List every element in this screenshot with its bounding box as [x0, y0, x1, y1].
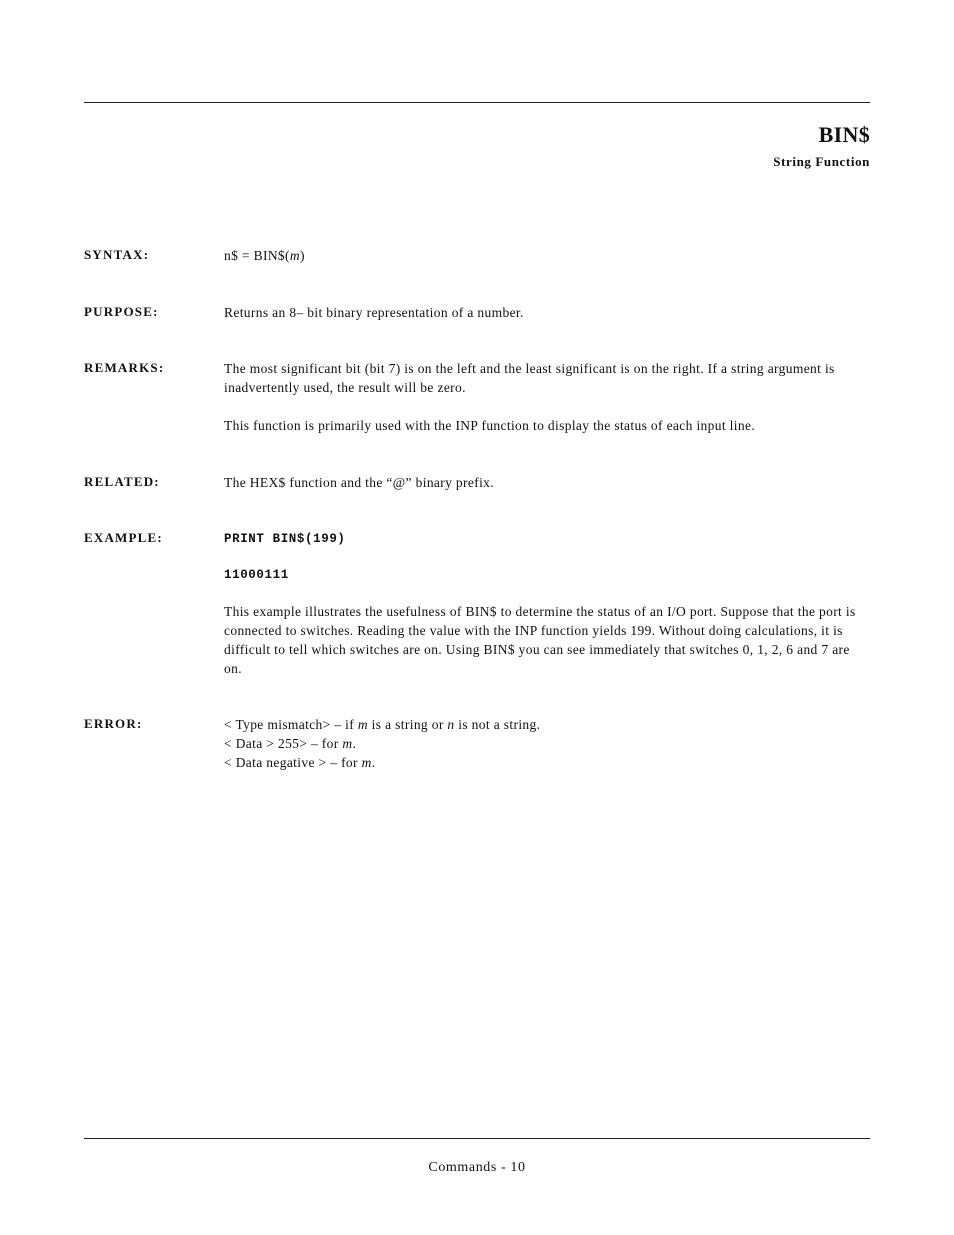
error-list — [224, 715, 870, 772]
footer-rule — [84, 1138, 870, 1139]
remarks-para-2: This function is primarily used with the INP function to display the status of each input line. — [224, 418, 756, 433]
related-label: RELATED: — [84, 474, 160, 489]
related-text: The HEX$ function and the “@” binary prefix. — [224, 475, 494, 490]
error-line-data-range: < Data > 255> – for m. — [224, 736, 357, 751]
error-line-type-mismatch: < Type mismatch> – if m is a string or n is not a string. — [224, 717, 541, 732]
example-description: This example illustrates the usefulness of BIN$ to determine the status of an I/O port. Suppose that the port is connected to switches. Reading the value with the INP function yields 199. Without doing calculations, it is difficult to tell which switches are on. Using BIN$ you can see immediately that switches 0, 1, 2, 6 and 7 are on. — [224, 604, 856, 676]
example-output: 11000111 — [224, 568, 289, 582]
remarks-para-1: The most significant bit (bit 7) is on the left and the least significant is on the right. If a string argument is inadvertently used, the result will be zero. — [224, 361, 835, 395]
page-subtitle: String Function — [773, 154, 870, 169]
purpose-text: Returns an 8– bit binary representation of a number. — [224, 305, 524, 320]
syntax-label: SYNTAX: — [84, 247, 150, 262]
error-label: ERROR: — [84, 716, 143, 731]
purpose-label: PURPOSE: — [84, 304, 159, 319]
header-rule — [84, 102, 870, 103]
error-line-data-negative: < Data negative > – for m. — [224, 755, 376, 770]
page-title: BIN$ — [818, 122, 870, 147]
example-label: EXAMPLE: — [84, 530, 163, 545]
syntax-text: n$ = BIN$(m) — [224, 248, 305, 263]
remarks-label: REMARKS: — [84, 360, 165, 375]
example-code: PRINT BIN$(199) — [224, 532, 346, 546]
page-number: Commands - 10 — [428, 1160, 526, 1175]
